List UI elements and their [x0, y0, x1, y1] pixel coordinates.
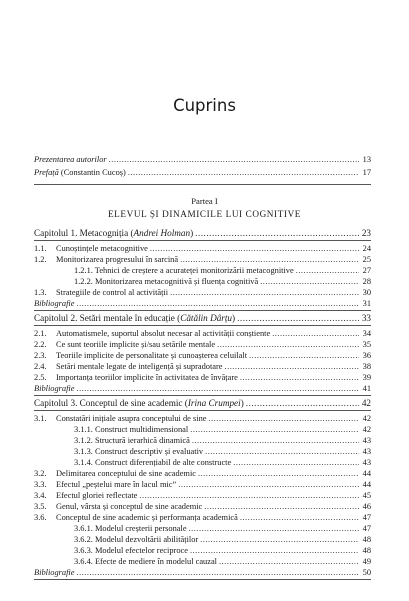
leader-dots — [272, 328, 359, 339]
entry-number: 1.1. — [34, 244, 47, 253]
page-number: 13 — [362, 155, 371, 164]
entry-label: Prezentarea autorilor — [34, 155, 107, 164]
entry-text: 1.2.2. Monitorizarea metacognitivă și fluența cognitivă — [74, 277, 259, 286]
toc-entry[interactable] — [34, 490, 371, 501]
toc-subentry[interactable] — [34, 446, 371, 457]
bibliography-label: Bibliografie — [34, 384, 75, 393]
page-number: 33 — [361, 313, 371, 323]
leader-dots — [208, 413, 359, 424]
chapter-title: Capitolul 2. Setări mentale în educație ( — [34, 313, 181, 323]
toc-entry[interactable] — [34, 287, 371, 298]
leader-dots — [205, 446, 359, 457]
leader-dots — [217, 339, 359, 350]
leader-dots — [240, 372, 359, 383]
leader-dots — [128, 167, 359, 178]
chapter-divider — [34, 310, 371, 311]
toc-subentry[interactable] — [34, 435, 371, 446]
toc-entry-preface[interactable] — [34, 167, 371, 178]
leader-dots — [180, 254, 359, 265]
entry-text: Monitorizarea progresului în sarcină — [56, 255, 179, 264]
toc-bibliography[interactable] — [34, 383, 371, 394]
leader-dots — [195, 228, 359, 239]
page-number: 28 — [362, 277, 371, 286]
entry-text: 3.1.3. Construct descriptiv și evaluativ — [74, 447, 204, 456]
entry-number: 2.1. — [34, 329, 47, 338]
page-number: 31 — [362, 299, 371, 308]
entry-number: 1.2. — [34, 255, 47, 264]
toc-subentry[interactable] — [34, 276, 371, 287]
toc-entry[interactable] — [34, 361, 371, 372]
leader-dots — [198, 468, 359, 479]
page-number: 30 — [362, 288, 371, 297]
entry-number: 2.4. — [34, 362, 47, 371]
page-number: 27 — [362, 266, 371, 275]
toc-entry[interactable] — [34, 350, 371, 361]
page-number: 46 — [362, 502, 371, 511]
chapter-close: ) — [240, 398, 244, 408]
chapter-3-heading[interactable] — [34, 398, 371, 409]
chapter-2-heading[interactable] — [34, 313, 371, 324]
chapter-divider — [34, 395, 371, 396]
toc-entry[interactable] — [34, 254, 371, 265]
toc-entry-authors[interactable] — [34, 154, 371, 165]
toc-subentry[interactable] — [34, 265, 371, 276]
page-number: 25 — [362, 255, 371, 264]
entry-text: Setări mentale legate de inteligență și supradotare — [56, 362, 223, 371]
leader-dots — [240, 512, 359, 523]
entry-text: Automatismele, suportul absolut necesar al activității conștiente — [56, 329, 271, 338]
chapter-author: Irina Crumpei — [187, 398, 241, 408]
leader-dots — [296, 265, 359, 276]
toc-subentry[interactable] — [34, 534, 371, 545]
toc-entry[interactable] — [34, 328, 371, 339]
part-label: Partea I — [191, 196, 218, 206]
leader-dots — [260, 276, 359, 287]
leader-dots — [200, 534, 359, 545]
page-number: 41 — [362, 384, 371, 393]
chapter-close: ) — [232, 313, 236, 323]
entry-number: 3.6. — [34, 513, 47, 522]
page-number: 48 — [362, 546, 371, 555]
page-number: 38 — [362, 362, 371, 371]
toc-subentry[interactable] — [34, 545, 371, 556]
chapter-divider — [34, 579, 371, 580]
entry-text: 3.6.1. Modelul creșterii personale — [74, 524, 187, 533]
entry-number: 3.1. — [34, 414, 47, 423]
page-number: 42 — [361, 398, 371, 408]
entry-text: Ce sunt teoriile implicite și/sau setările mentale — [56, 340, 216, 349]
entry-number: 2.3. — [34, 351, 47, 360]
page-number: 42 — [362, 414, 371, 423]
page-number: 43 — [362, 436, 371, 445]
toc-entry[interactable] — [34, 479, 371, 490]
leader-dots — [204, 501, 359, 512]
toc-bibliography[interactable] — [34, 298, 371, 309]
page-number: 42 — [362, 425, 371, 434]
toc-entry[interactable] — [34, 413, 371, 424]
entry-text: 3.6.2. Modelul dezvoltării abilităților — [74, 535, 199, 544]
chapter-author: Andrei Holman — [133, 228, 191, 238]
entry-number: 2.2. — [34, 340, 47, 349]
leader-dots — [178, 479, 359, 490]
toc-subentry[interactable] — [34, 424, 371, 435]
entry-text: 3.6.3. Modelul efectelor reciproce — [74, 546, 188, 555]
entry-text: 3.1.1. Construct multidimensional — [74, 425, 189, 434]
leader-dots — [150, 243, 359, 254]
chapter-1-heading[interactable] — [34, 228, 371, 239]
page-number: 24 — [362, 244, 371, 253]
chapter-close: ) — [190, 228, 194, 238]
toc-subentry[interactable] — [34, 556, 371, 567]
leader-dots — [170, 287, 359, 298]
entry-text: Cunoștințele metacognitive — [56, 244, 148, 253]
leader-dots — [225, 361, 359, 372]
entry-text: Efectul „peștelui mare în lacul mic” — [56, 480, 177, 489]
entry-number: 3.3. — [34, 480, 47, 489]
leader-dots — [192, 435, 359, 446]
page-number: 47 — [362, 524, 371, 533]
toc-entry[interactable] — [34, 243, 371, 254]
entry-text: Efectul gloriei reflectate — [56, 491, 138, 500]
entry-label: Prefață — [34, 168, 59, 177]
leader-dots — [246, 398, 359, 409]
leader-dots — [237, 313, 359, 324]
leader-dots — [219, 556, 359, 567]
part-title: ELEVUL ȘI DINAMICILE LUI COGNITIVE — [107, 209, 302, 219]
chapter-title: Capitolul 3. Conceptul de sine academic ( — [34, 398, 188, 408]
entry-number: 1.3. — [34, 288, 47, 297]
toc-entry[interactable] — [34, 372, 371, 383]
leader-dots — [233, 457, 359, 468]
toc-entry[interactable] — [34, 468, 371, 479]
page-number: 48 — [362, 535, 371, 544]
page-number: 44 — [362, 480, 371, 489]
leader-dots — [139, 490, 359, 501]
page-number: 43 — [362, 458, 371, 467]
leader-dots — [190, 545, 359, 556]
chapter-divider — [34, 325, 371, 326]
entry-text: Teoriile implicite de personalitate și cunoașterea celuilalt — [56, 351, 248, 360]
leader-dots — [109, 154, 359, 165]
leader-dots — [190, 424, 359, 435]
entry-number: 3.4. — [34, 491, 47, 500]
chapter-divider — [34, 240, 371, 241]
entry-author: (Constantin Cucoș) — [58, 168, 126, 177]
page-number: 47 — [362, 513, 371, 522]
chapter-title: Capitolul 1. Metacogniția ( — [34, 228, 134, 238]
leader-dots — [76, 567, 359, 578]
entry-number: 2.5. — [34, 373, 47, 382]
page-number: 43 — [362, 447, 371, 456]
toc-subentry[interactable] — [34, 457, 371, 468]
page-number: 44 — [362, 469, 371, 478]
toc-subentry[interactable] — [34, 523, 371, 534]
bibliography-label: Bibliografie — [34, 568, 75, 577]
entry-text: 3.1.2. Structură ierarhică dinamică — [74, 436, 190, 445]
page-number: 36 — [362, 351, 371, 360]
page-number: 39 — [362, 373, 371, 382]
entry-number: 3.2. — [34, 469, 47, 478]
page-title: Cuprins — [173, 96, 236, 115]
entry-number: 3.5. — [34, 502, 47, 511]
bibliography-label: Bibliografie — [34, 299, 75, 308]
leader-dots — [249, 350, 359, 361]
page-number: 49 — [362, 557, 371, 566]
leader-dots — [76, 298, 359, 309]
leader-dots — [76, 383, 359, 394]
page-number: 17 — [362, 168, 371, 177]
entry-text: Genul, vârsta și conceptul de sine academic — [56, 502, 203, 511]
entry-text: 3.6.4. Efecte de mediere în modelul cauzal — [74, 557, 218, 566]
entry-text: Importanța teoriilor implicite în activitatea de învățare — [56, 373, 238, 382]
entry-text: Constatări inițiale asupra conceptului de sine — [56, 414, 207, 423]
entry-text: 3.1.4. Construct diferențiabil de alte constructe — [74, 458, 232, 467]
page-number: 34 — [362, 329, 371, 338]
toc-bibliography[interactable] — [34, 567, 371, 578]
entry-text: 1.2.1. Tehnici de creștere a acurateței monitorizării metacognitive — [74, 266, 294, 275]
page-number: 23 — [361, 228, 371, 238]
page-number: 45 — [362, 491, 371, 500]
toc-entry[interactable] — [34, 501, 371, 512]
leader-dots — [189, 523, 359, 534]
entry-text: Conceptul de sine academic și performanța academică — [56, 513, 238, 522]
toc-entry[interactable] — [34, 339, 371, 350]
entry-text: Strategiile de control al activității — [56, 288, 169, 297]
section-divider — [34, 184, 371, 185]
page-number: 35 — [362, 340, 371, 349]
page-number: 50 — [362, 568, 371, 577]
toc-entry[interactable] — [34, 512, 371, 523]
chapter-divider — [34, 410, 371, 411]
chapter-author: Cătălin Dârțu — [180, 313, 233, 323]
entry-text: Delimitarea conceptului de sine academic — [56, 469, 196, 478]
